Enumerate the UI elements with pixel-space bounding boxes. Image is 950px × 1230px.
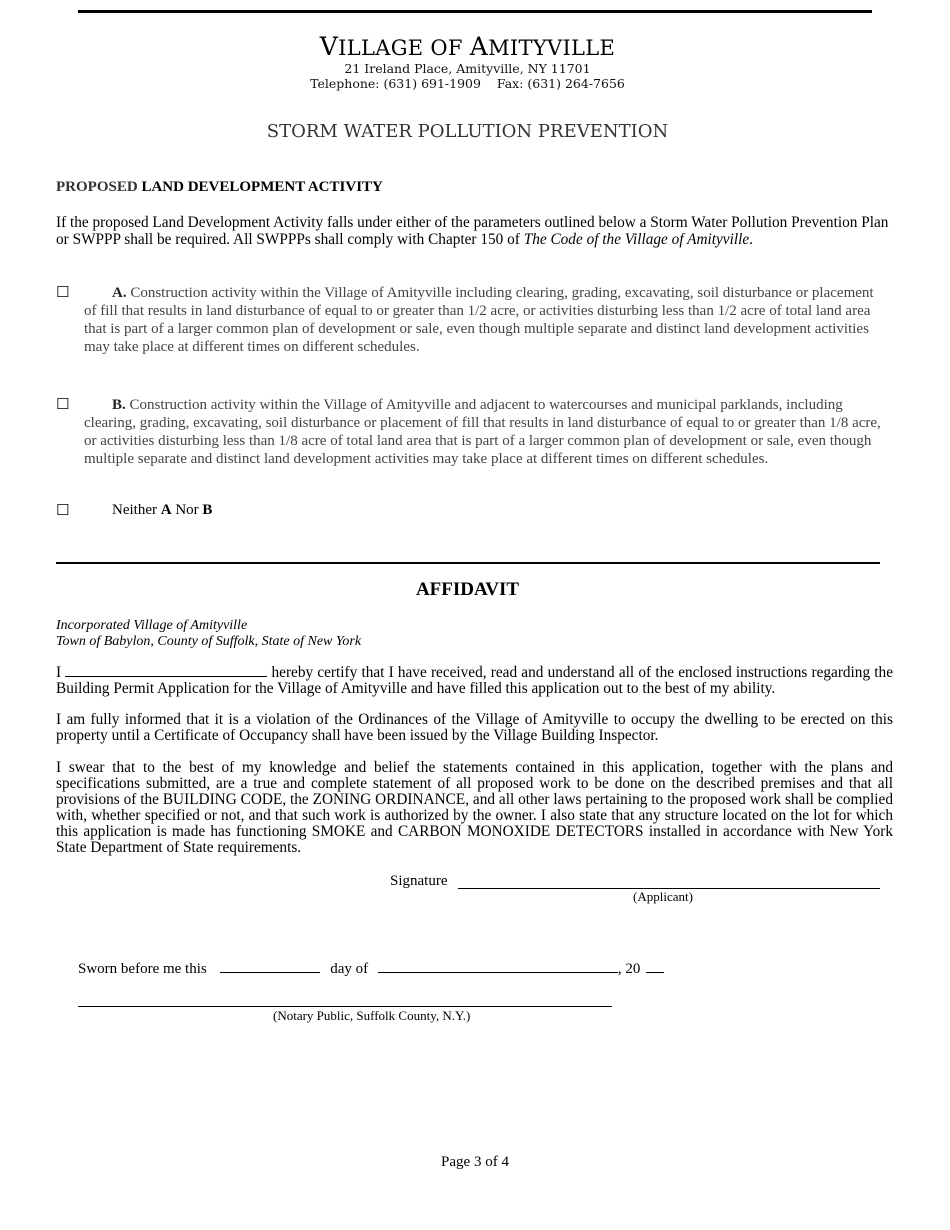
occupancy-paragraph: I am fully informed that it is a violation of the Ordinances of the Village of Amityville to occupy the dwelling to be erected on this property until a Certificate of Occupancy shall have been issued by the Village Building Inspector.: [56, 711, 893, 744]
signature-label: Signature: [390, 873, 448, 889]
notary-label: (Notary Public, Suffolk County, N.Y.): [273, 1008, 471, 1023]
section-title: STORM WATER POLLUTION PREVENTION: [266, 121, 669, 142]
telephone: Telephone: (631) 691-1909: [310, 76, 481, 91]
sworn-year-field[interactable]: [646, 960, 664, 973]
sworn-label: Sworn before me this: [78, 961, 207, 977]
applicant-name-field[interactable]: [65, 664, 267, 677]
top-rule: [78, 10, 872, 13]
option-b-text: B. Construction activity within the Village of Amityville and adjacent to watercourses and municipal parklands, including clearing, grading, excavating, soil disturbance or placement of fill that results in land disturbance of equal to or greater than 1/8 acre, or activities disturbing less than 1/8 acre of total land area that is part of a larger common plan of development or sale, even though multiple separate and distinct land development activities may take place at different times on different schedules.: [84, 397, 881, 467]
year-prefix: , 20: [617, 961, 641, 977]
option-neither-label: Neither A Nor B: [112, 502, 213, 518]
certify-paragraph: I hereby certify that I have received, read and understand all of the enclosed instructions regarding the Building Permit Application for the Village of Amityville and have filled this application out to the best of my ability.: [56, 664, 893, 697]
village-contact: [0, 76, 935, 91]
day-of-label: day of: [330, 961, 369, 977]
page-number: Page 3 of 4: [441, 1154, 509, 1170]
sworn-line: [78, 960, 664, 978]
option-b-checkbox[interactable]: ☐: [56, 395, 70, 413]
sworn-day-field[interactable]: [220, 960, 320, 973]
village-title: VILLAGE OF AMITYVILLE: [319, 32, 616, 61]
subheading: PROPOSED LAND DEVELOPMENT ACTIVITY: [56, 179, 383, 195]
notary-signature-field[interactable]: [78, 1006, 612, 1007]
option-a-text: A. Construction activity within the Village of Amityville including clearing, grading, excavating, soil disturbance or placement of fill that results in land disturbance of equal to or greater than 1/2 acre, or activities disturbing less than 1/2 acre of total land area that is part of a larger common plan of development or sale, even though multiple separate and distinct land development activities may take place at different times on different schedules.: [84, 285, 874, 355]
fax: Fax: (631) 264-7656: [496, 76, 625, 91]
option-a-checkbox[interactable]: ☐: [56, 283, 70, 301]
village-address: 21 Ireland Place, Amityville, NY 11701: [344, 61, 591, 76]
affidavit-town: Town of Babylon, County of Suffolk, State of New York: [56, 634, 362, 649]
section-divider: [56, 562, 880, 564]
sworn-month-field[interactable]: [378, 960, 618, 973]
affidavit-title: AFFIDAVIT: [415, 579, 520, 600]
applicant-label: (Applicant): [633, 889, 693, 904]
affidavit-village: Incorporated Village of Amityville: [56, 618, 248, 633]
option-neither-checkbox[interactable]: ☐: [56, 501, 70, 519]
intro-paragraph: If the proposed Land Development Activity falls under either of the parameters outlined below a Storm Water Pollution Prevention Plan or SWPPP shall be required. All SWPPPs shall comply with Chapter 150 of The Code of the Village of Amityville.: [56, 214, 889, 248]
swear-paragraph: I swear that to the best of my knowledge and belief the statements contained in this application, together with the plans and specifications submitted, are a true and complete statement of all proposed work to be done on the described premises and that all provisions of the BUILDING CODE, the ZONING ORDINANCE, and all other laws pertaining to the proposed work shall be complied with, whether specified or not, and that such work is authorized by the owner. I also state that any structure located on the lot for which this application is made has functioning SMOKE and CARBON MONOXIDE DETECTORS installed in accordance with New York State Department of State requirements.: [56, 759, 893, 856]
